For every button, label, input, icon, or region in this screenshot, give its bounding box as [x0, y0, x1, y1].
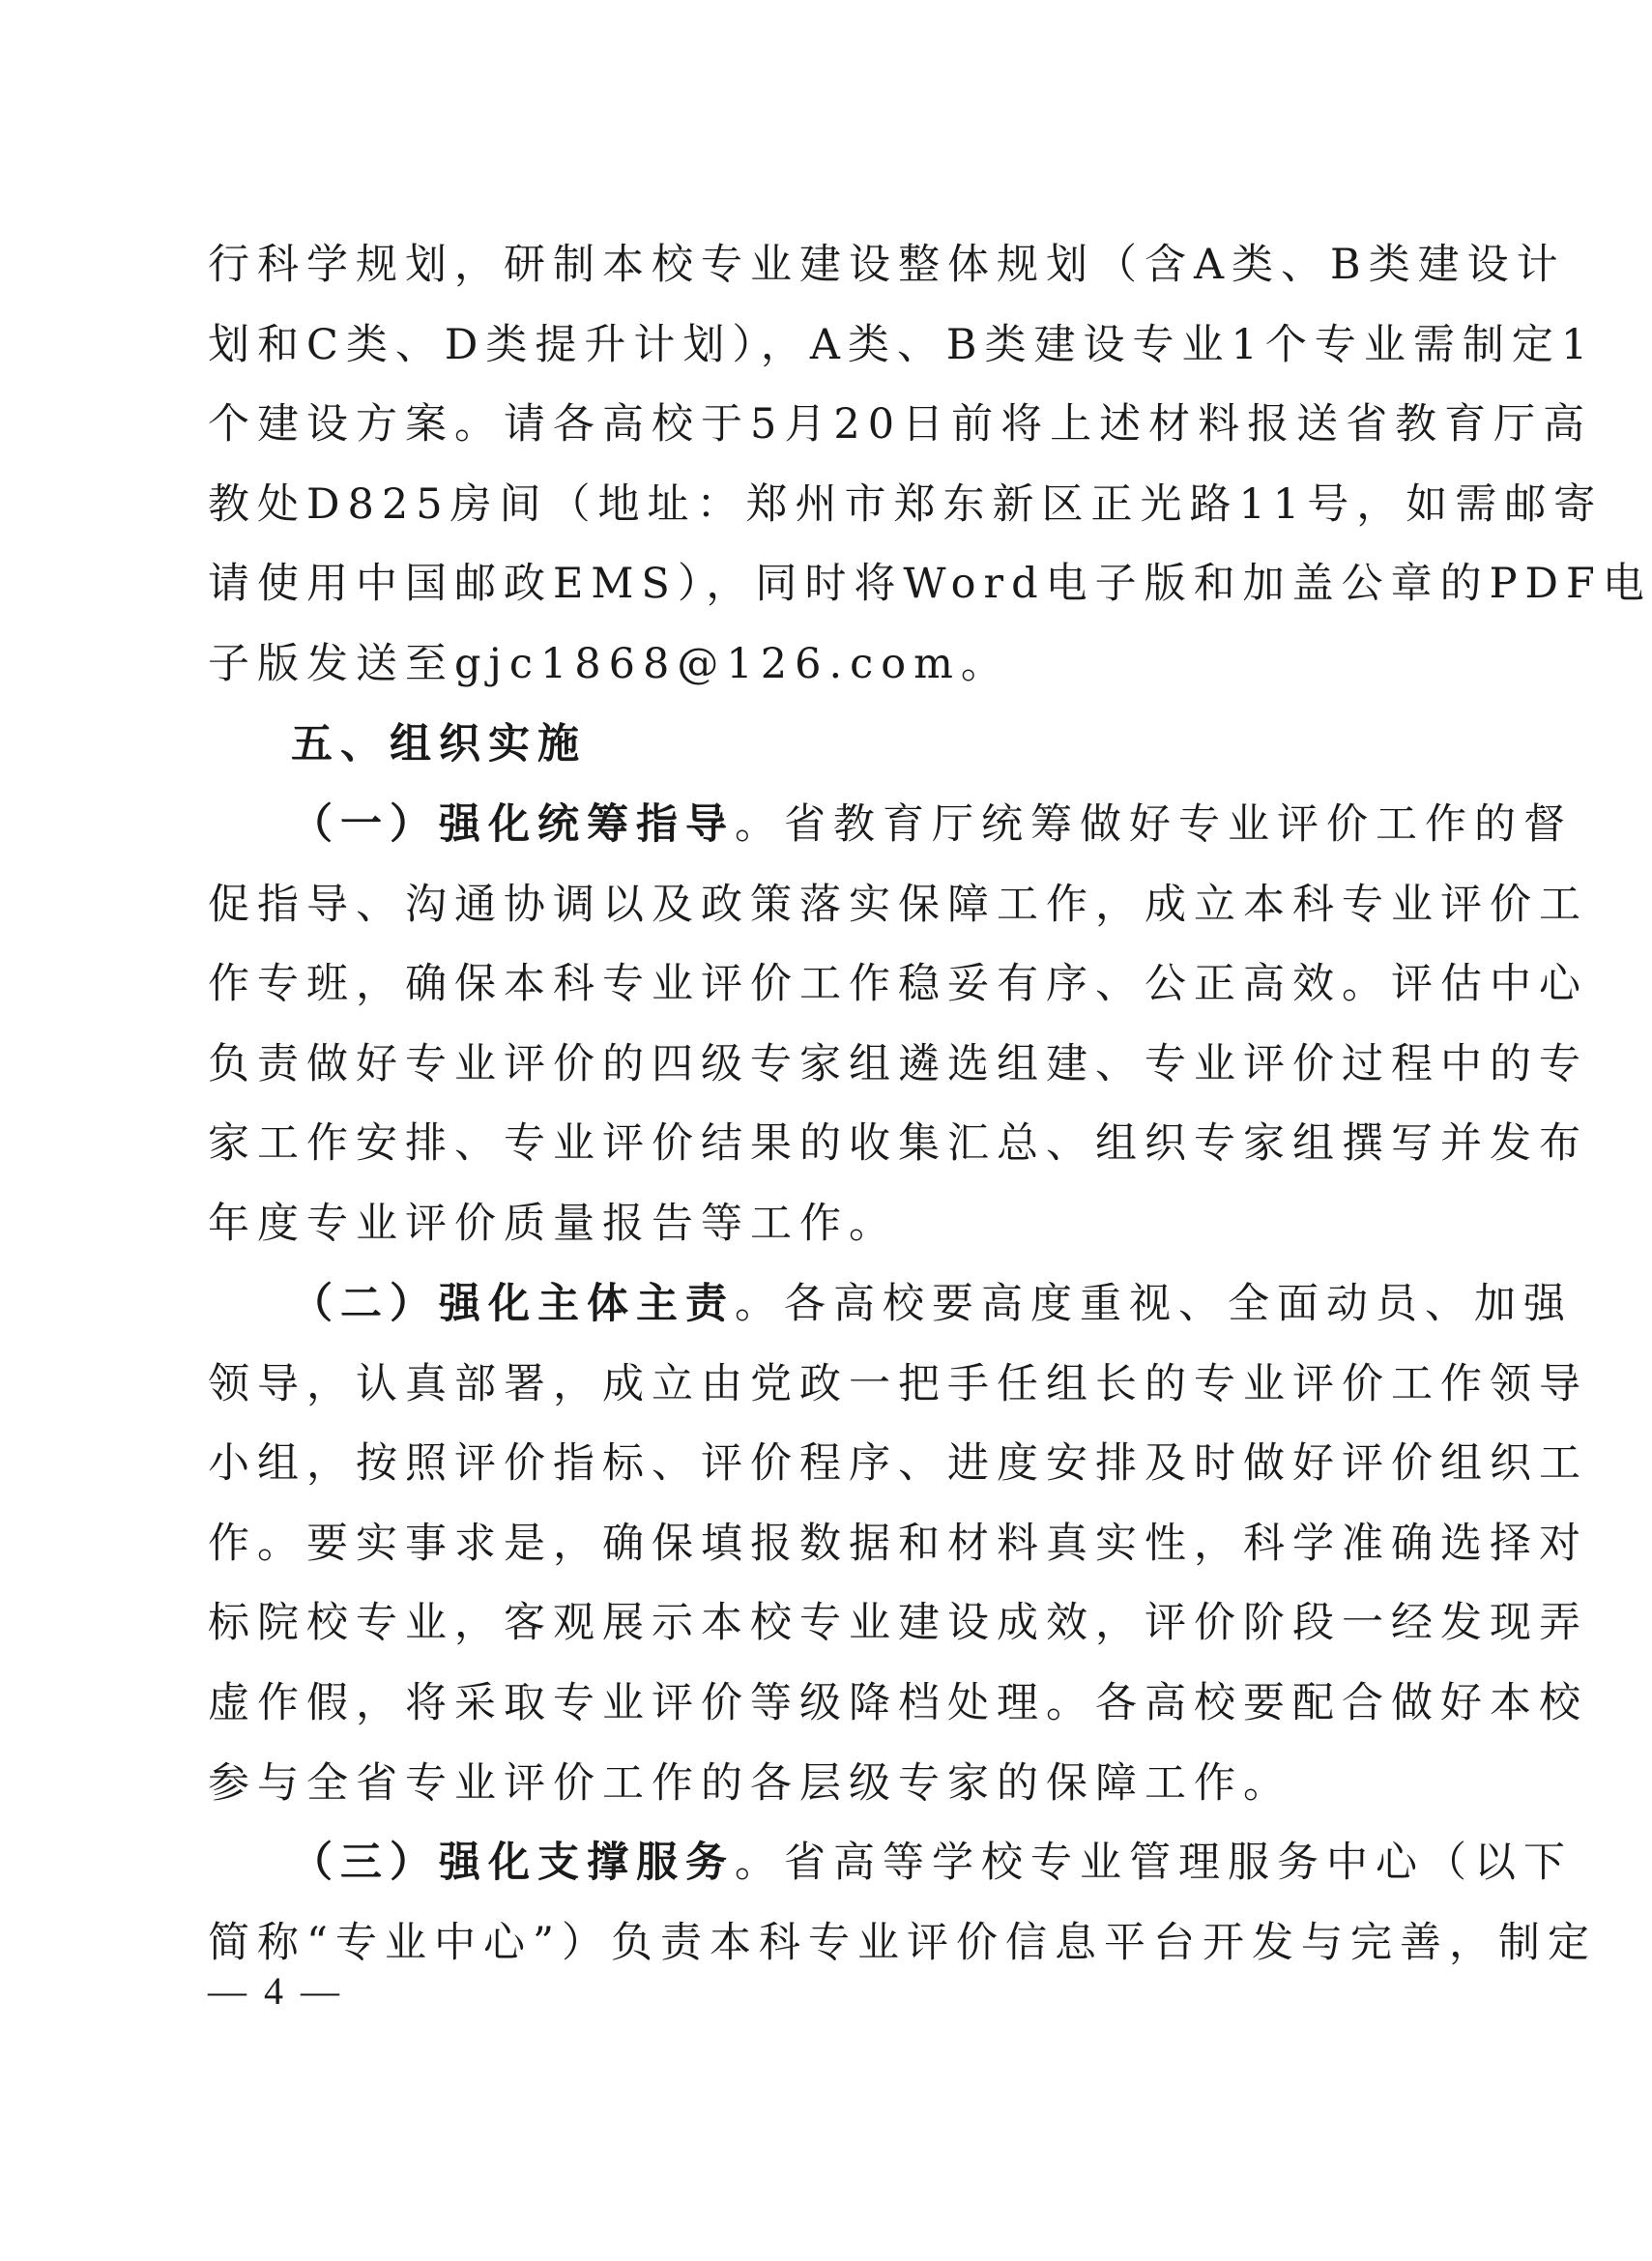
section-heading: 五、组织实施	[291, 720, 587, 768]
text-line: 促指导、沟通协调以及政策落实保障工作，成立本科专业评价工	[208, 880, 1588, 929]
text-line	[208, 1823, 1573, 1903]
paragraph-text: 。各高校要高度重视、全面动员、加强	[735, 1280, 1573, 1328]
text-line: 参与全省专业评价工作的各层级专家的保障工作。	[208, 1758, 1292, 1808]
paragraph-title: （二）强化主体主责	[291, 1280, 735, 1328]
text-line: 小组，按照评价指标、评价程序、进度安排及时做好评价组织工	[208, 1439, 1588, 1489]
paragraph-text: 。省教育厅统筹做好专业评价工作的督	[735, 800, 1573, 849]
text-line: 作专班，确保本科专业评价工作稳妥有序、公正高效。评估中心	[208, 960, 1588, 1009]
text-line: 请使用中国邮政EMS），同时将Word电子版和加盖公章的PDF电	[208, 560, 1652, 609]
text-line: 作。要实事求是，确保填报数据和材料真实性，科学准确选择对	[208, 1519, 1588, 1568]
text-line: 教处D825房间（地址：郑州市郑东新区正光路11号，如需邮寄	[208, 479, 1604, 529]
text-line: 子版发送至gjc1868@126.com。	[208, 639, 1010, 688]
text-line: 年度专业评价质量报告等工作。	[208, 1199, 898, 1248]
text-line: 行科学规划，研制本校专业建设整体规划（含A类、B类建设计	[208, 241, 1566, 289]
text-line: 标院校专业，客观展示本校专业建设成效，评价阶段一经发现弄	[208, 1599, 1588, 1648]
text-line: 负责做好专业评价的四级专家组遴选组建、专业评价过程中的专	[208, 1039, 1588, 1088]
paragraph-text: 。省高等学校专业管理服务中心（以下	[735, 1839, 1573, 1887]
text-line: 划和C类、D类提升计划），A类、B类建设专业1个专业需制定1	[208, 320, 1596, 369]
page-number: — 4 —	[208, 1969, 343, 2013]
text-line: 虚作假，将采取专业评价等级降档处理。各高校要配合做好本校	[208, 1678, 1588, 1727]
paragraph-support	[208, 1823, 1597, 1983]
paragraph-title: （三）强化支撑服务	[291, 1839, 735, 1887]
paragraph-title: （一）强化统筹指导	[291, 800, 735, 849]
paragraph-submission	[208, 225, 1652, 705]
text-line: 简称“专业中心”）负责本科专业评价信息平台开发与完善，制定	[208, 1918, 1597, 1967]
section-heading-block	[208, 705, 1408, 785]
paragraph-responsibility	[208, 1264, 1588, 1823]
text-line	[208, 1264, 1573, 1345]
text-line: 个建设方案。请各高校于5月20日前将上述材料报送省教育厅高	[208, 400, 1593, 449]
text-line: 家工作安排、专业评价结果的收集汇总、组织专家组撰写并发布	[208, 1119, 1588, 1169]
text-line	[208, 785, 1573, 865]
text-line: 领导，认真部署，成立由党政一把手任组长的专业评价工作领导	[208, 1359, 1588, 1408]
paragraph-coordination	[208, 785, 1588, 1264]
